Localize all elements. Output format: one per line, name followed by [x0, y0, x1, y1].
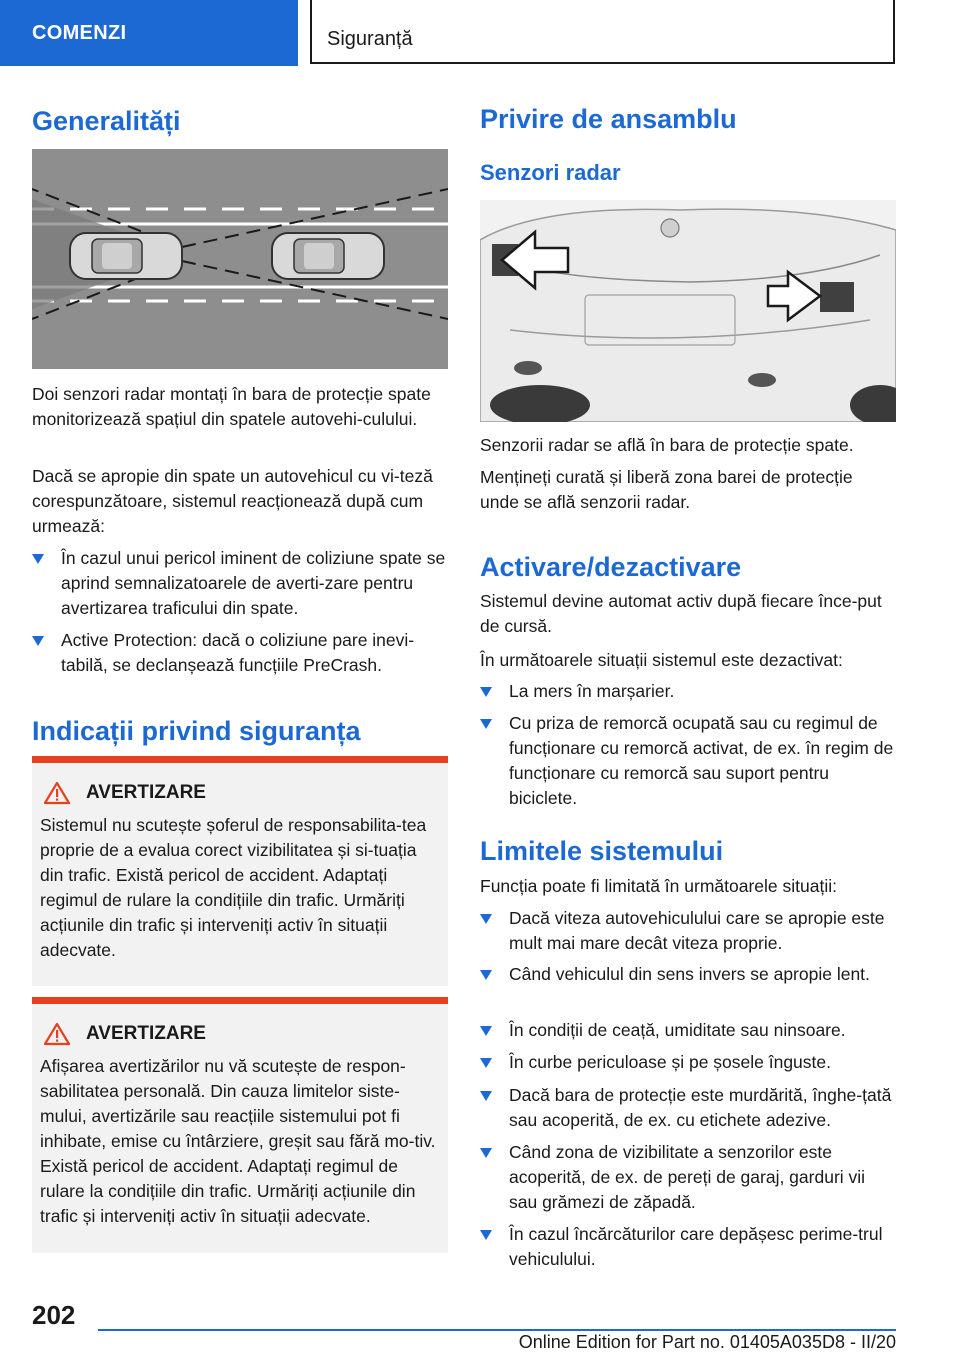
footer-divider	[98, 1329, 896, 1331]
activation-paragraph-1: Sistemul devine automat activ după fiecare înce-put de cursă.	[480, 591, 882, 636]
bullet-text: În condiții de ceață, umiditate sau ninsoare.	[509, 1020, 846, 1040]
warning-text: Afișarea avertizărilor nu vă scutește de respon-sabilitatea personală. Din cauza limitelor siste-mului, avertizările sau reacțiile sistemului pot fi inhibate, emise cu întârziere, greșit sau fără mo-tiv. Există pericol de accident. Adaptați regimul de rulare la condițiile din trafic. Urmăriți acțiunile din trafic și interveniți activ în situații adecvate.	[40, 1056, 436, 1226]
bullet-text: În cazul încărcăturilor care depășesc perime-trul vehiculului.	[509, 1224, 883, 1269]
bullet-triangle-icon	[480, 1230, 492, 1240]
bullet-text: Când vehiculul din sens invers se apropie lent.	[509, 964, 870, 984]
bullet-text: În cazul unui pericol iminent de coliziune spate se aprind semnalizatoarele de averti-zare pentru avertizarea traficului din spate.	[61, 548, 446, 618]
bullet-triangle-icon	[480, 1091, 492, 1101]
figure-rear-traffic-illustration	[32, 149, 448, 369]
limits-bullet-4	[480, 1050, 896, 1075]
limits-bullet-2	[480, 962, 896, 987]
bullet-triangle-icon	[480, 914, 492, 924]
limits-bullet-7	[480, 1222, 896, 1272]
bullet-triangle-icon	[32, 636, 44, 646]
activation-bullet-1	[480, 679, 896, 704]
page-number: 202	[32, 1300, 76, 1330]
warning-box-2	[32, 997, 448, 1253]
heading-activation: Activare/dezactivare	[480, 552, 742, 582]
activation-paragraph-2: În următoarele situații sistemul este dezactivat:	[480, 650, 843, 670]
limits-bullet-3	[480, 1018, 896, 1043]
bullet-triangle-icon	[480, 1026, 492, 1036]
warning-box-1	[32, 756, 448, 986]
heading-general: Generalități	[32, 106, 181, 136]
bullet-triangle-icon	[480, 719, 492, 729]
bullet-triangle-icon	[480, 687, 492, 697]
general-bullet-1	[32, 546, 448, 621]
bullet-text: Cu priza de remorcă ocupată sau cu regimul de funcționare cu remorcă activat, de ex. în regim de funcționare cu remorcă sau suport pentru biciclete.	[509, 713, 894, 808]
warning-text: Sistemul nu scutește șoferul de responsabilita-tea proprie de a evalua corect vizibilitatea și si-tuația din trafic. Există pericol de accident. Adaptați regimul de rulare la condițiile din trafic. Urmăriți acțiunile din trafic și interveniți activ în situații adecvate.	[40, 815, 427, 960]
edition-text: Online Edition for Part no. 01405A035D8 - II/20	[518, 1332, 896, 1352]
activation-bullet-2	[480, 711, 896, 811]
warning-title	[44, 1022, 440, 1046]
limits-bullet-1	[480, 906, 896, 956]
bullet-text: În curbe periculoase și pe șosele înguste.	[509, 1052, 831, 1072]
warning-label: AVERTIZARE	[86, 782, 206, 803]
limits-bullet-5	[480, 1083, 896, 1133]
section-title: Siguranță	[310, 0, 895, 64]
warning-triangle-icon	[44, 1022, 70, 1046]
limits-bullet-6	[480, 1140, 896, 1215]
radar-paragraph-1: Senzorii radar se află în bara de protecție spate.	[480, 435, 854, 455]
general-bullet-2	[32, 628, 448, 678]
figure-rear-bumper-sensors	[480, 200, 896, 422]
heading-safety: Indicații privind siguranța	[32, 716, 361, 746]
subheading-radar: Senzori radar	[480, 160, 621, 185]
warning-triangle-icon	[44, 781, 70, 805]
bullet-triangle-icon	[480, 1058, 492, 1068]
general-paragraph-1: Doi senzori radar montați în bara de protecție spate monitorizează spațiul din spatele autovehi-culului.	[32, 384, 431, 429]
bullet-text: La mers în marșarier.	[509, 681, 675, 701]
warning-title	[44, 781, 440, 805]
bullet-text: Dacă bara de protecție este murdărită, înghe-țată sau acoperită, de ex. cu etichete adezive.	[509, 1085, 892, 1130]
general-paragraph-2: Dacă se apropie din spate un autovehicul cu vi-teză corespunzătoare, sistemul reacționează după cum urmează:	[32, 466, 433, 536]
bullet-triangle-icon	[480, 970, 492, 980]
bullet-triangle-icon	[480, 1148, 492, 1158]
bullet-text: Dacă viteza autovehiculului care se apropie este mult mai mare decât viteza proprie.	[509, 908, 885, 953]
warning-label: AVERTIZARE	[86, 1023, 206, 1044]
heading-overview: Privire de ansamblu	[480, 104, 737, 134]
radar-paragraph-2: Mențineți curată și liberă zona barei de protecție unde se află senzorii radar.	[480, 467, 853, 512]
chapter-tab[interactable]: COMENZI	[0, 0, 298, 66]
bullet-text: Active Protection: dacă o coliziune pare inevi-tabilă, se declanșează funcțiile PreCrash.	[61, 630, 415, 675]
heading-limits: Limitele sistemului	[480, 836, 724, 866]
bullet-text: Când zona de vizibilitate a senzorilor este acoperită, de ex. de pereți de garaj, garduri vii sau grămezi de zăpadă.	[509, 1142, 866, 1212]
bullet-triangle-icon	[32, 554, 44, 564]
limits-paragraph-1: Funcția poate fi limitată în următoarele situații:	[480, 876, 837, 896]
